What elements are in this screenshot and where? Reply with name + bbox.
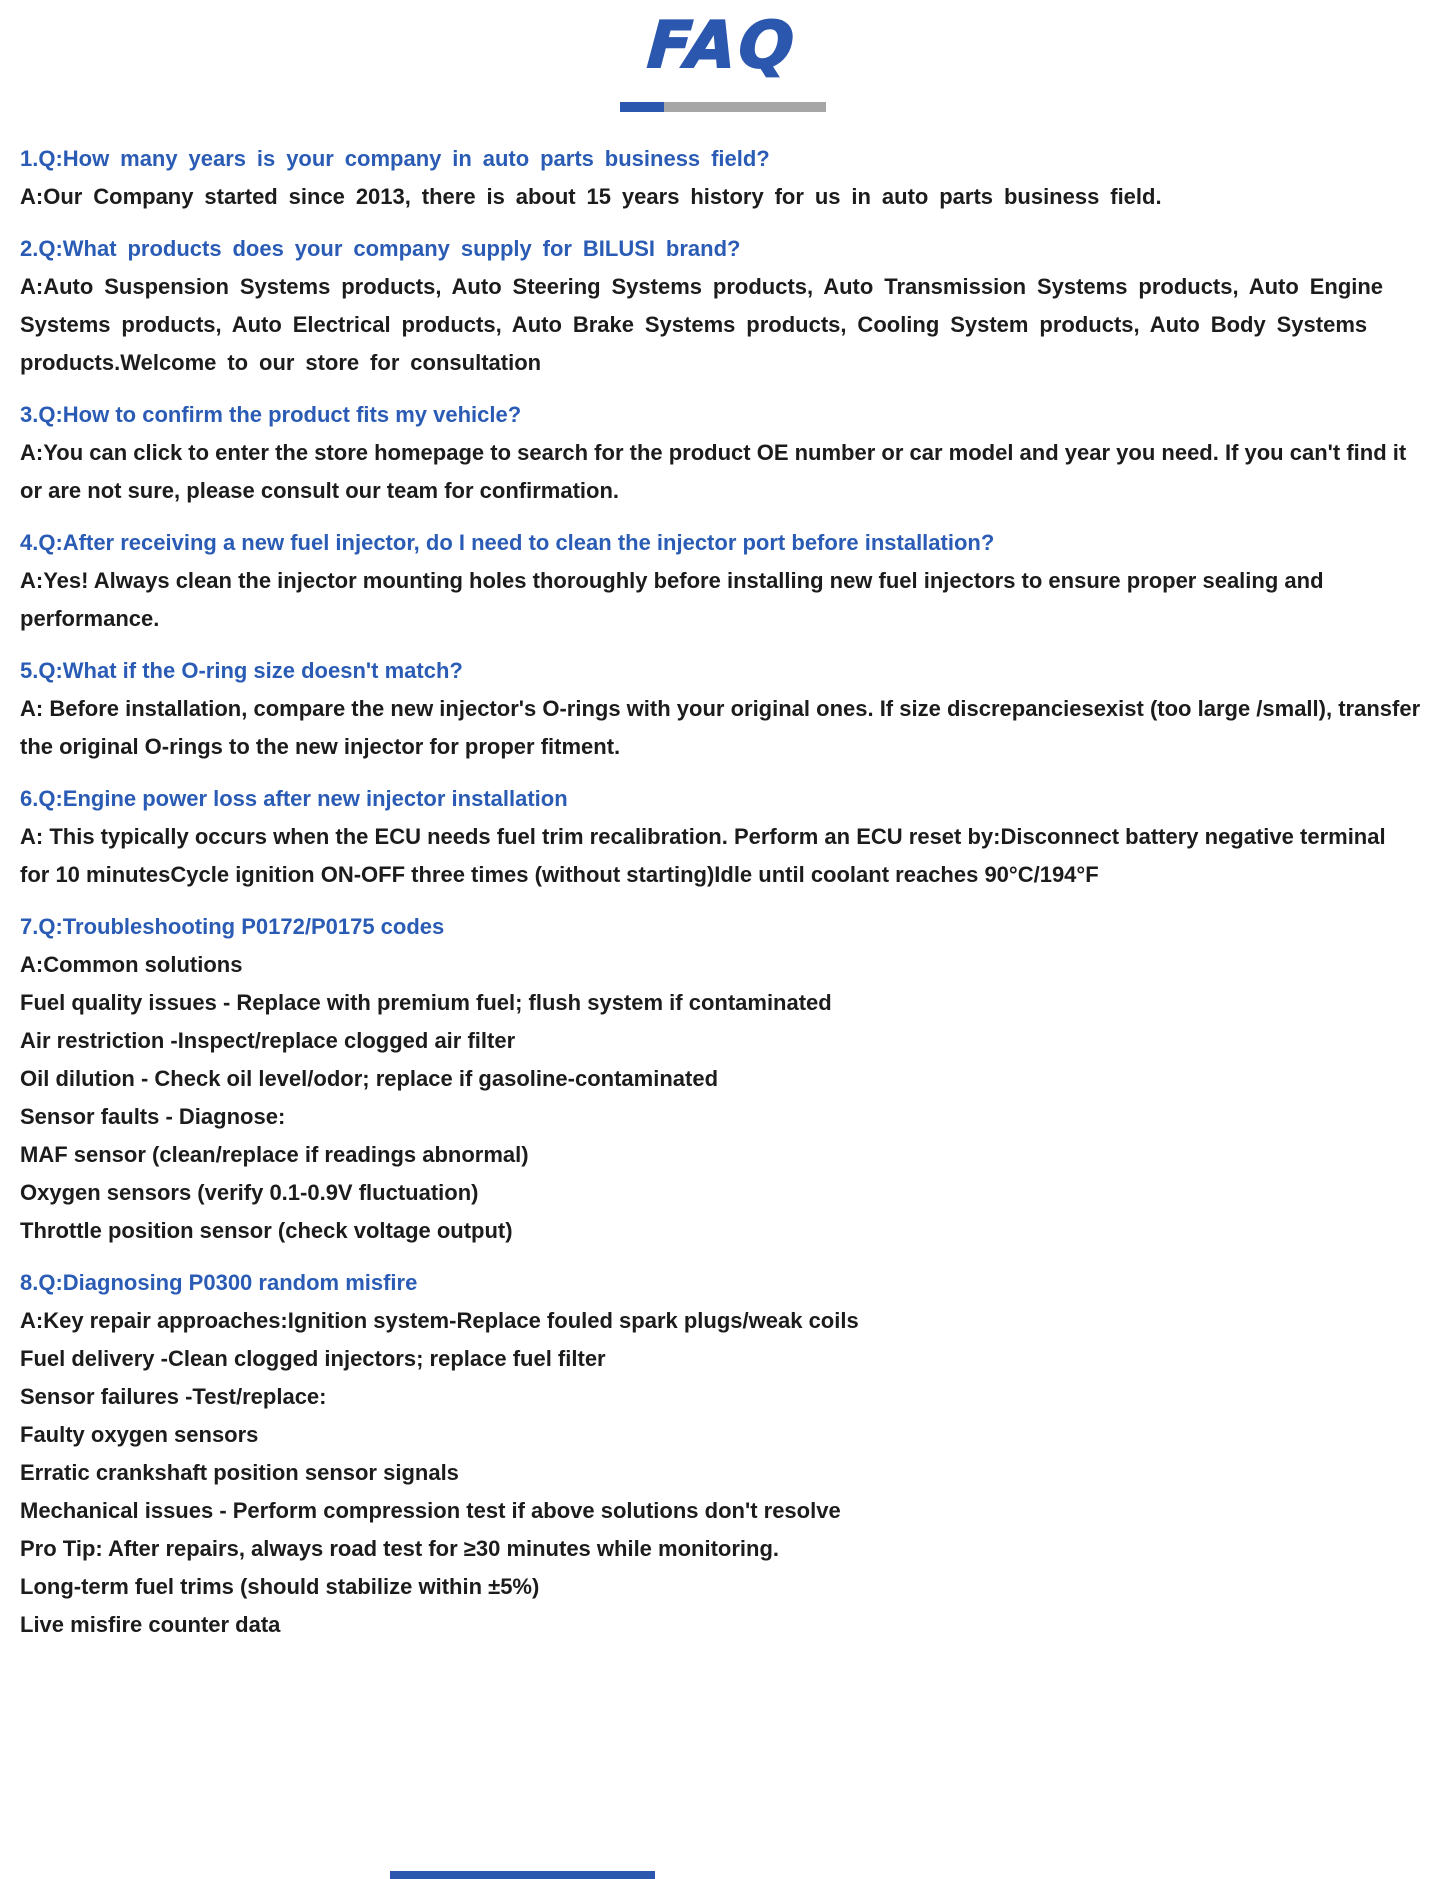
faq-answer-line: A:Key repair approaches:Ignition system-Replace fouled spark plugs/weak coils (20, 1308, 859, 1333)
faq-answer (20, 946, 1421, 1250)
faq-header (0, 0, 1445, 112)
faq-answer (20, 562, 1421, 638)
faq-answer-line: A:You can click to enter the store homepage to search for the product OE number or car model and year you need. If you can't find it or are not sure, please consult our team for confirmation. (20, 440, 1407, 503)
faq-answer-line: Long-term fuel trims (should stabilize within ±5%) (20, 1574, 540, 1599)
faq-answer-line: Erratic crankshaft position sensor signals (20, 1460, 459, 1485)
title-underline (620, 102, 826, 112)
faq-answer (20, 690, 1421, 766)
faq-answer-line: A:Common solutions (20, 952, 243, 977)
faq-list (0, 112, 1445, 1644)
faq-question: 6.Q:Engine power loss after new injector installation (20, 786, 568, 811)
faq-answer-line: Sensor faults - Diagnose: (20, 1104, 286, 1129)
faq-answer-line: Sensor failures -Test/replace: (20, 1384, 327, 1409)
faq-answer-line: Live misfire counter data (20, 1612, 281, 1637)
faq-item (20, 396, 1421, 510)
underline-blue-segment (620, 102, 664, 112)
faq-answer-line: Oil dilution - Check oil level/odor; replace if gasoline-contaminated (20, 1066, 719, 1091)
faq-answer (20, 1302, 1421, 1644)
faq-answer-line: Fuel delivery -Clean clogged injectors; replace fuel filter (20, 1346, 606, 1371)
faq-answer-line: Pro Tip: After repairs, always road test for ≥30 minutes while monitoring. (20, 1536, 780, 1561)
faq-item (20, 652, 1421, 766)
faq-answer-line: A: This typically occurs when the ECU needs fuel trim recalibration. Perform an ECU reset by:Disconnect battery negative terminal for 10 minutesCycle ignition ON-OFF three times (without starting)Idle until coolant reaches 90°C/194°F (20, 824, 1386, 887)
faq-item (20, 524, 1421, 638)
faq-item (20, 908, 1421, 1250)
faq-item (20, 780, 1421, 894)
faq-answer (20, 178, 1421, 216)
faq-question: 7.Q:Troubleshooting P0172/P0175 codes (20, 914, 445, 939)
faq-answer-line: Throttle position sensor (check voltage output) (20, 1218, 513, 1243)
page-title: FAQ (645, 9, 800, 83)
faq-item (20, 230, 1421, 382)
faq-answer-line: A: Before installation, compare the new injector's O-rings with your original ones. If size discrepanciesexist (too large /small), transfer the original O-rings to the new injector for proper fitment. (20, 696, 1421, 759)
faq-answer-line: Mechanical issues - Perform compression test if above solutions don't resolve (20, 1498, 841, 1523)
next-section-divider-bar (390, 1871, 655, 1879)
faq-question: 4.Q:After receiving a new fuel injector, do I need to clean the injector port before installation? (20, 530, 995, 555)
faq-question: 2.Q:What products does your company supply for BILUSI brand? (20, 236, 741, 261)
faq-item (20, 1264, 1421, 1644)
faq-answer-line: MAF sensor (clean/replace if readings abnormal) (20, 1142, 529, 1167)
faq-answer-line: A:Auto Suspension Systems products, Auto Steering Systems products, Auto Transmission Systems products, Auto Engine Systems products, Auto Electrical products, Auto Brake Systems products, Cooling System products, Auto Body Systems products.Welcome to our store for consultation (20, 274, 1384, 375)
underline-gray-segment (664, 102, 826, 112)
faq-item (20, 140, 1421, 216)
faq-question: 3.Q:How to confirm the product fits my vehicle? (20, 402, 522, 427)
faq-answer-line: A:Yes! Always clean the injector mounting holes thoroughly before installing new fuel injectors to ensure proper sealing and performance. (20, 568, 1324, 631)
faq-answer-line: Fuel quality issues - Replace with premium fuel; flush system if contaminated (20, 990, 832, 1015)
faq-answer-line: Air restriction -Inspect/replace clogged air filter (20, 1028, 516, 1053)
faq-answer-line: A:Our Company started since 2013, there is about 15 years history for us in auto parts business field. (20, 184, 1162, 209)
faq-answer (20, 434, 1421, 510)
faq-answer-line: Faulty oxygen sensors (20, 1422, 259, 1447)
faq-answer (20, 818, 1421, 894)
faq-answer (20, 268, 1421, 382)
faq-question: 1.Q:How many years is your company in auto parts business field? (20, 146, 770, 171)
faq-question: 8.Q:Diagnosing P0300 random misfire (20, 1270, 418, 1295)
faq-question: 5.Q:What if the O-ring size doesn't match? (20, 658, 463, 683)
faq-answer-line: Oxygen sensors (verify 0.1-0.9V fluctuation) (20, 1180, 479, 1205)
